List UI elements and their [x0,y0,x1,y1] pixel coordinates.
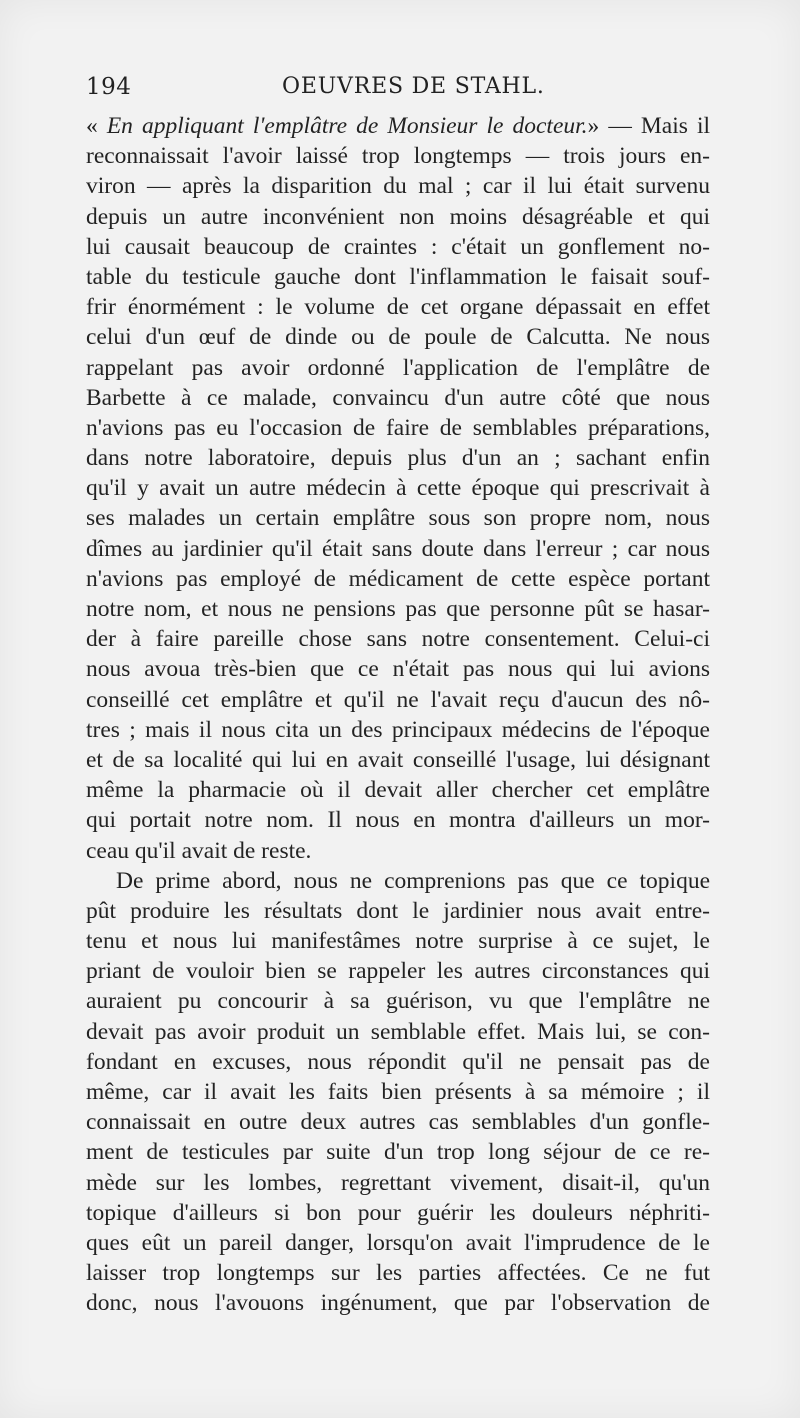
text-line: nous avoua très-bien que ce n'était pas nous qui lui avions [86,656,710,683]
text-line: celui d'un œuf de dinde ou de poule de Calcutta. Ne nous [86,324,710,351]
text-line: connaissait en outre deux autres cas semblables d'un gonfle- [86,1109,710,1136]
page-header [86,74,714,114]
paragraph-2 [86,866,710,1319]
text-line [86,111,710,141]
text-line: ses malades un certain emplâtre sous son propre nom, nous [86,505,710,532]
text-line: laisser trop longtemps sur les parties affectées. Ce ne fut [86,1260,710,1287]
text-line: De prime abord, nous ne comprenions pas que ce topique [116,867,710,894]
text-line: et de sa localité qui lui en avait conseillé l'usage, lui désignant [86,746,710,773]
text-line: n'avions pas eu l'occasion de faire de semblables préparations, [86,414,710,441]
text-line: frir énormément : le volume de cet organe dépassait en effet [86,294,710,321]
text-line: auraient pu concourir à sa guérison, vu que l'emplâtre ne [86,988,710,1015]
text-line: table du testicule gauche dont l'inflammation le faisait souf- [86,263,710,290]
text-line: Barbette à ce malade, convaincu d'un autre côté que nous [86,384,710,411]
text-line: dîmes au jardinier qu'il était sans doute dans l'erreur ; car nous [86,535,710,562]
text-line: ques eût un pareil danger, lorsqu'on avait l'imprudence de le [86,1229,710,1256]
text-line: reconnaissait l'avoir laissé trop longtemps — trois jours en- [86,143,710,170]
text-line: viron — après la disparition du mal ; car il lui était survenu [86,173,710,200]
text-line: qui portait notre nom. Il nous en montra d'ailleurs un mor- [86,807,710,834]
quotation-rest: » — Mais il [587,113,711,139]
text-line: fondant en excuses, nous répondit qu'il ne pensait pas de [86,1048,710,1075]
text-line: pût produire les résultats dont le jardinier nous avait entre- [86,897,710,924]
italic-quotation: En appliquant l'emplâtre de Monsieur le docteur. [106,113,588,139]
text-line: qu'il y avait un autre médecin à cette époque qui prescrivait à [86,475,710,502]
text-line: priant de vouloir bien se rappeler les autres circonstances qui [86,958,710,985]
running-title: OEUVRES DE STAHL. [282,74,545,99]
text-line: donc, nous l'avouons ingénument, que par l'observation de [86,1290,710,1317]
open-quote: « [86,113,107,139]
text-line: notre nom, et nous ne pensions pas que personne pût se hasar- [86,596,710,622]
text-line: dans notre laboratoire, depuis plus d'un an ; sachant enfin [86,445,710,472]
paragraph-1 [86,111,710,866]
text-line: tres ; mais il nous cita un des principaux médecins de l'époque [86,716,710,743]
text-line: conseillé cet emplâtre et qu'il ne l'avait reçu d'aucun des nô- [86,686,710,713]
text-line: tenu et nous lui manifestâmes notre surprise à ce sujet, le [86,928,710,955]
text-line: depuis un autre inconvénient non moins désagréable et qui [86,203,710,230]
text-line: n'avions pas employé de médicament de cette espèce portant [86,565,710,592]
text-line: ceau qu'il avait de reste. [86,837,312,864]
text-line: lui causait beaucoup de craintes : c'était un gonflement no- [86,233,710,260]
body-text [86,111,710,1319]
text-line: ment de testicules par suite d'un trop long séjour de ce re- [86,1139,710,1166]
text-line: der à faire pareille chose sans notre consentement. Celui-ci [86,626,710,653]
text-line: même la pharmacie où il devait aller chercher cet emplâtre [86,777,710,804]
text-line: devait pas avoir produit un semblable effet. Mais lui, se con- [86,1018,710,1045]
text-line: rappelant pas avoir ordonné l'application de l'emplâtre de [86,354,710,381]
text-line: même, car il avait les faits bien présents à sa mémoire ; il [86,1079,710,1105]
page-number: 194 [86,74,132,100]
text-line: mède sur les lombes, regrettant vivement, disait-il, qu'un [86,1169,710,1196]
text-line: topique d'ailleurs si bon pour guérir les douleurs néphriti- [86,1199,710,1226]
